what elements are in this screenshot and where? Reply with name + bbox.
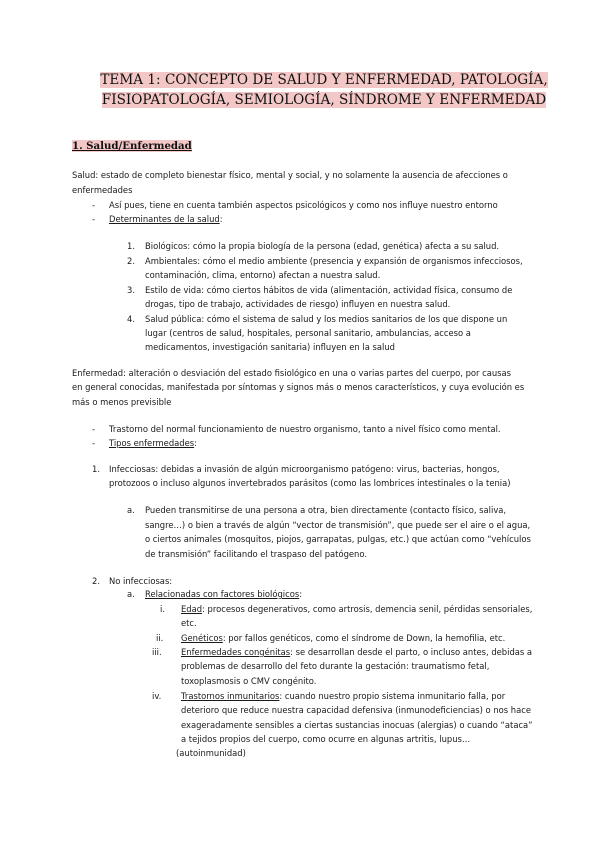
factores-biologicos: Relacionadas con factores biológicos: [145,589,303,599]
bullet-aspectos: Así pues, tiene en cuenta también aspectos psicológicos y como nos influye nuestro entorno [109,200,498,210]
term-geneticos: Genéticos [181,633,223,643]
determinante-estilo-line-1: Estilo de vida: cómo ciertos hábitos de vida (alimentación, actividad física, consumo de [145,285,513,295]
term-inmunitarios: Trastornos inmunitarios [181,691,280,701]
bullet-dash: - [92,214,96,224]
determinante-ambientales-line-1: Ambientales: cómo el medio ambiente (presencia y expansión de organismos infecciosos, [145,256,523,266]
term-edad: Edad [181,604,203,614]
list-number: 3. [127,285,135,295]
transmision-line-3: o ciertos animales (mosquitos, piojos, garrapatas, pulgas, etc.) que actúan como “vehículos [145,534,531,544]
list-number: 1. [127,241,135,251]
transmision-line-2: sangre…) o bien a través de algún “vector de transmisión”, que puede ser el aire o el agua, [145,520,531,530]
infecciosas-line-1: Infecciosas: debidas a invasión de algún microorganismo patógeno: virus, bacterias, hongos, [109,464,500,474]
transmision-line-1: Pueden transmitirse de una persona a otra, bien directamente (contacto físico, saliva, [145,505,507,515]
item-inmunitarios-line-4: a tejidos propios del cuerpo, como ocurre en algunas artritis, lupus… [181,734,471,744]
determinante-publica-line-3: medicamentos, investigación sanitaria) influyen en la salud [145,342,395,352]
salud-definition-line-1: Salud: estado de completo bienestar físico, mental y social, y no solamente la ausencia de afecciones o [72,170,508,180]
tipos-label: Tipos enfermedades [109,438,195,448]
list-number: 1. [92,464,100,474]
transmision-line-4: de transmisión” facilitando el traspaso del patógeno. [145,549,367,559]
list-letter: a. [127,589,135,599]
section-heading-text: 1. Salud/Enfermedad [72,140,192,152]
bullet-dash: - [92,424,96,434]
roman-numeral: ii. [156,633,164,643]
salud-definition-line-2: enfermedades [72,185,133,195]
determinante-biologicos: Biológicos: cómo la propia biología de la persona (edad, genética) afecta a su salud. [145,241,500,251]
list-number: 2. [127,256,135,266]
factores-biologicos-label: Relacionadas con factores biológicos [145,589,300,599]
list-number: 4. [127,314,135,324]
item-inmunitarios: Trastornos inmunitarios: cuando nuestro propio sistema inmunitario falla, por [181,691,506,701]
item-congenitas-line-2: problemas de desarrollo del feto durante la gestación: traumatismo fetal, [181,661,490,671]
determinantes-label: Determinantes de la salud [109,214,220,224]
enfermedad-definition-line-3: más o menos previsible [72,397,172,407]
item-edad: Edad: procesos degenerativos, como artrosis, demencia senil, pérdidas sensoriales, [181,604,533,614]
enfermedad-definition-line-1: Enfermedad: alteración o desviación del estado fisiológico en una o varias partes del cuerpo, por causas [72,368,512,378]
item-edad-line-2: etc. [181,618,197,628]
item-congenitas-line-3: toxoplasmosis o CMV congénito. [181,676,317,686]
item-inmunitarios-trailing: (autoinmunidad) [176,748,246,758]
determinante-ambientales-line-2: contaminación, clima, entorno) afectan a nuestra salud. [145,270,381,280]
title-line-2: FISIOPATOLOGÍA, SEMIOLOGÍA, SÍNDROME Y ENFERMEDAD [101,92,547,108]
determinante-publica-line-1: Salud pública: cómo el sistema de salud y los medios sanitarios de los que dispone un [145,314,508,324]
bullet-tipos: Tipos enfermedades: [109,438,197,448]
determinante-publica-line-2: lugar (centros de salud, hospitales, personal sanitario, ambulancias, acceso a [145,328,471,338]
item-inmunitarios-line-2: deterioro que reduce nuestra capacidad defensiva (inmunodeficiencias) o nos hace [181,705,531,715]
bullet-determinantes: Determinantes de la salud: [109,214,223,224]
no-infecciosas-label: No infecciosas: [109,576,173,586]
bullet-dash: - [92,438,96,448]
bullet-dash: - [92,200,96,210]
list-number: 2. [92,576,100,586]
item-geneticos: Genéticos: por fallos genéticos, como el síndrome de Down, la hemofilia, etc. [181,633,506,643]
roman-numeral: i. [160,604,165,614]
list-letter: a. [127,505,135,515]
roman-numeral: iv. [152,691,162,701]
enfermedad-definition-line-2: en general conocidas, manifestada por síntomas y signos más o menos característicos, y cuya evolución es [72,382,525,392]
term-congenitas: Enfermedades congénitas [181,647,291,657]
section-heading [72,140,192,152]
document-title [88,70,560,110]
item-inmunitarios-line-3: exageradamente sensibles a ciertas sustancias inocuas (alergias) o cuando “ataca” [181,720,533,730]
bullet-trastorno: Trastorno del normal funcionamiento de nuestro organismo, tanto a nivel físico como mental. [109,424,501,434]
item-congenitas: Enfermedades congénitas: se desarrollan desde el parto, o incluso antes, debidas a [181,647,533,657]
determinante-estilo-line-2: drogas, tipo de trabajo, actividades de riesgo) influyen en nuestra salud. [145,299,451,309]
roman-numeral: iii. [152,647,162,657]
infecciosas-line-2: protozoos o incluso algunos invertebrados parásitos (como las lombrices intestinales o la tenia) [109,478,511,488]
title-line-1: TEMA 1: CONCEPTO DE SALUD Y ENFERMEDAD, PATOLOGÍA, [100,72,548,88]
